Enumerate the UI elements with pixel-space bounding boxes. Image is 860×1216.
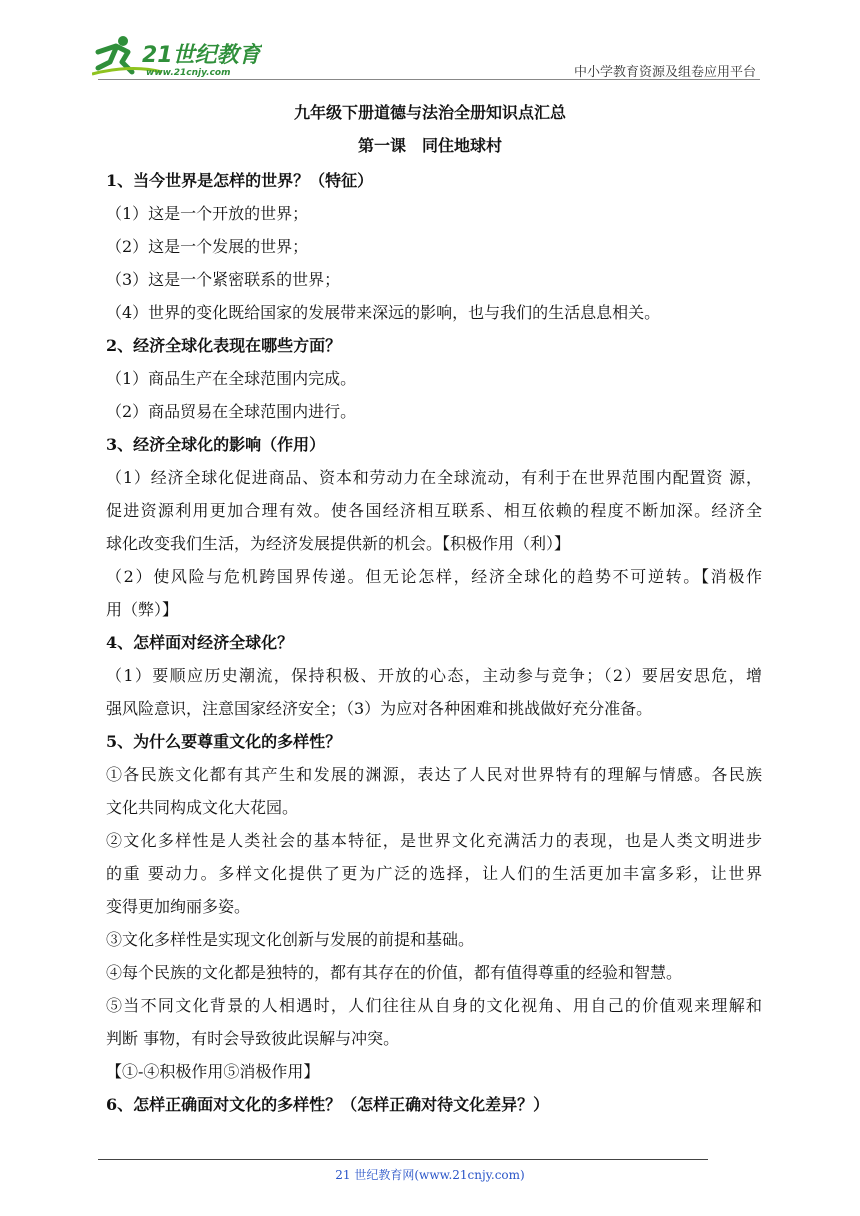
text-line: ②文化多样性是人类社会的基本特征，是世界文化充满活力的表现，也是人类文明进步 bbox=[106, 831, 762, 850]
text-line: （2）这是一个发展的世界； bbox=[106, 237, 309, 256]
section-heading: 3、经济全球化的影响（作用） bbox=[106, 435, 326, 454]
text-line: 文化共同构成文化大花园。 bbox=[106, 798, 299, 817]
text-line: （2）使风险与危机跨国界传递。但无论怎样，经济全球化的趋势不可逆转。【消极作 bbox=[106, 567, 762, 586]
text-line: 球化改变我们生活，为经济发展提供新的机会。【积极作用（利）】 bbox=[106, 534, 571, 553]
footer-link[interactable]: 21 世纪教育网(www.21cnjy.com) bbox=[335, 1168, 525, 1182]
text-line: 变得更加绚丽多姿。 bbox=[106, 897, 251, 916]
text-line: （1）要顺应历史潮流，保持积极、开放的心态，主动参与竞争；（2）要居安思危，增 bbox=[106, 666, 762, 685]
text-line: （1）这是一个开放的世界； bbox=[106, 204, 309, 223]
document-title: 九年级下册道德与法治全册知识点汇总 bbox=[293, 103, 566, 122]
footer-divider bbox=[98, 1159, 708, 1160]
lesson-title: 第一课 同住地球村 bbox=[357, 136, 502, 155]
document-body bbox=[106, 164, 762, 1121]
page-header bbox=[0, 0, 860, 90]
section-heading: 2、经济全球化表现在哪些方面？ bbox=[106, 336, 342, 355]
section-heading: 1、当今世界是怎样的世界？（特征） bbox=[106, 171, 374, 190]
text-line: （1）商品生产在全球范围内完成。 bbox=[106, 369, 357, 388]
text-line: （2）商品贸易在全球范围内进行。 bbox=[106, 402, 357, 421]
text-line: 的重 要动力。多样文化提供了更为广泛的选择，让人们的生活更加丰富多彩，让世界 bbox=[106, 864, 762, 883]
text-line: 促进资源利用更加合理有效。使各国经济相互联系、相互依赖的程度不断加深。经济全 bbox=[106, 501, 762, 520]
text-line: （1）经济全球化促进商品、资本和劳动力在全球流动，有利于在世界范围内配置资 源， bbox=[106, 468, 762, 487]
text-line: ⑤当不同文化背景的人相遇时，人们往往从自身的文化视角、用自己的价值观来理解和 bbox=[106, 996, 762, 1015]
section-heading: 4、怎样面对经济全球化？ bbox=[106, 633, 294, 652]
runner-logo-icon bbox=[92, 34, 262, 78]
text-line: 【①-④积极作用⑤消极作用】 bbox=[106, 1062, 320, 1081]
text-line: ③文化多样性是实现文化创新与发展的前提和基础。 bbox=[106, 930, 475, 949]
text-line: 强风险意识，注意国家经济安全；（3）为应对各种困难和挑战做好充分准备。 bbox=[106, 699, 653, 718]
text-line: 判断 事物，有时会导致彼此误解与冲突。 bbox=[106, 1029, 400, 1048]
site-logo[interactable] bbox=[92, 34, 262, 78]
text-line: ④每个民族的文化都是独特的，都有其存在的价值，都有值得尊重的经验和智慧。 bbox=[106, 963, 683, 982]
logo-url: www.21cnjy.com bbox=[146, 68, 231, 78]
section-heading: 6、怎样正确面对文化的多样性？（怎样正确对待文化差异？） bbox=[106, 1095, 550, 1114]
platform-label: 中小学教育资源及组卷应用平台 bbox=[573, 65, 756, 80]
text-line: ①各民族文化都有其产生和发展的渊源，表达了人民对世界特有的理解与情感。各民族 bbox=[106, 765, 762, 784]
section-heading: 5、为什么要尊重文化的多样性？ bbox=[106, 732, 342, 751]
header-divider bbox=[98, 79, 760, 80]
text-line: （3）这是一个紧密联系的世界； bbox=[106, 270, 341, 289]
logo-text: 21世纪教育 bbox=[142, 43, 261, 68]
text-line: 用（弊）】 bbox=[106, 600, 179, 619]
text-line: （4）世界的变化既给国家的发展带来深远的影响，也与我们的生活息息相关。 bbox=[106, 303, 661, 322]
